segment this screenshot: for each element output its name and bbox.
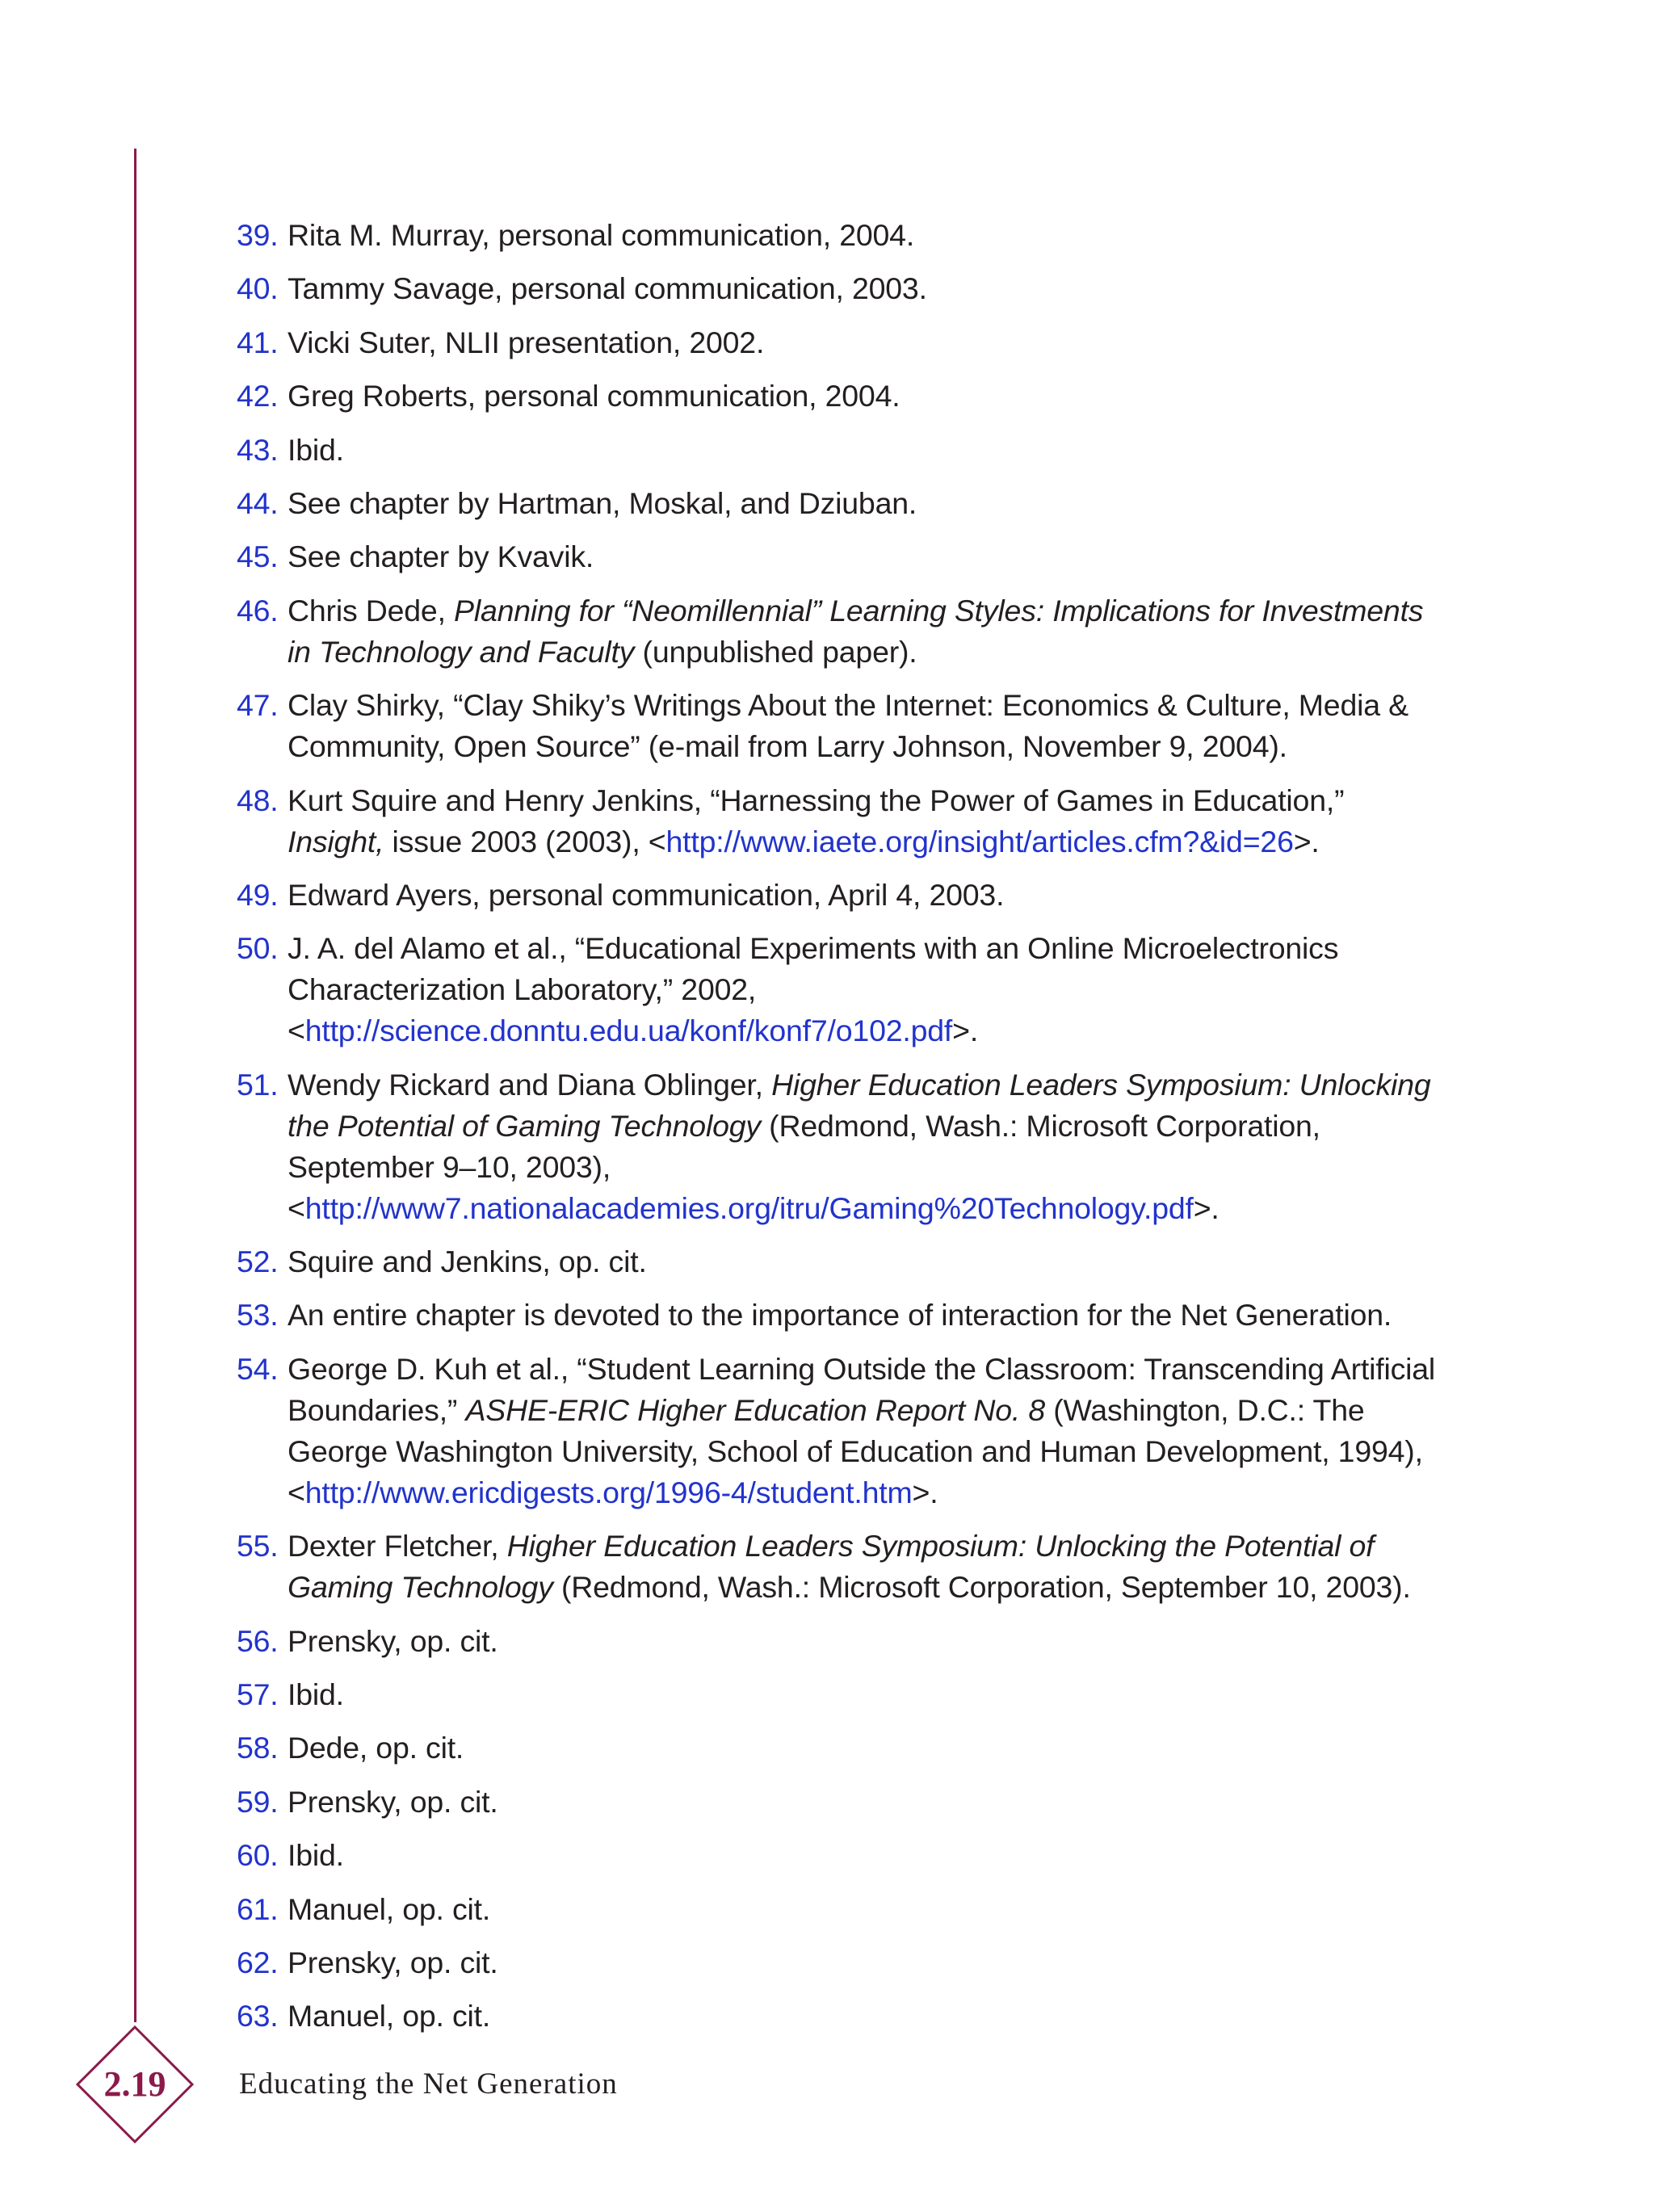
page-number: 2.19: [103, 2064, 166, 2104]
endnote-text-segment: Wendy Rickard and Diana Oblinger,: [288, 1067, 772, 1102]
endnote-text-segment: Ibid.: [288, 432, 344, 467]
endnote-item: [237, 1942, 1440, 1983]
endnote-item: [237, 268, 1440, 309]
endnote-text-segment: Kurt Squire and Henry Jenkins, “Harnessing the Power of Games in Education,”: [288, 783, 1345, 817]
endnote-item: [237, 1727, 1440, 1769]
endnote-item: [237, 875, 1440, 916]
endnote-text-segment: (Redmond, Wash.: Microsoft Corporation, September 9–10, 2003), <: [288, 1108, 1320, 1225]
endnote-italic-title: ASHE-ERIC Higher Education Report No. 8: [465, 1392, 1045, 1427]
endnote-text-segment: Tammy Savage, personal communication, 2003.: [288, 271, 927, 306]
endnote-item: [237, 376, 1440, 417]
endnote-italic-title: Higher Education Leaders Symposium: Unlocking the Potential of Gaming Technology: [288, 1529, 1375, 1605]
endnote-number: 44.: [237, 485, 279, 520]
endnote-number: 45.: [237, 539, 279, 574]
endnote-text: [288, 218, 914, 252]
endnote-item: [237, 928, 1440, 1051]
endnote-text-segment: Chris Dede,: [288, 593, 455, 628]
endnote-url-link[interactable]: http://science.donntu.edu.ua/konf/konf7/o102.pdf: [304, 1014, 953, 1048]
endnote-number: 58.: [237, 1731, 279, 1765]
endnote-text-segment: (unpublished paper).: [634, 634, 917, 669]
endnote-item: [237, 1295, 1440, 1336]
endnote-number: 55.: [237, 1529, 279, 1564]
endnote-item: [237, 1889, 1440, 1930]
endnote-number: 46.: [237, 593, 279, 628]
endnote-number: 52.: [237, 1245, 279, 1279]
endnote-item: [237, 1526, 1440, 1608]
endnote-item: [237, 1621, 1440, 1662]
endnote-text: [288, 486, 917, 520]
endnote-text-segment: Prensky, op. cit.: [288, 1784, 498, 1819]
endnote-italic-title: Insight,: [288, 824, 384, 858]
endnote-text: [288, 539, 594, 573]
endnote-text: [288, 1352, 1435, 1509]
endnote-text-segment: See chapter by Kvavik.: [288, 539, 594, 574]
endnote-number: 56.: [237, 1623, 279, 1658]
endnote-number: 54.: [237, 1351, 279, 1386]
endnote-item: [237, 685, 1440, 767]
endnote-text-segment: Prensky, op. cit.: [288, 1945, 498, 1979]
endnote-text-segment: Rita M. Murray, personal communication, 2004.: [288, 218, 915, 252]
endnote-text-segment: Greg Roberts, personal communication, 2004.: [288, 379, 900, 413]
endnote-item: [237, 215, 1440, 256]
endnote-text: [288, 594, 1423, 669]
endnote-text-segment: Vicki Suter, NLII presentation, 2002.: [288, 325, 765, 359]
endnote-item: [237, 780, 1440, 863]
endnote-text-segment: Prensky, op. cit.: [288, 1623, 498, 1658]
endnote-text-segment: (Washington, D.C.: The George Washington University, School of Education and Human Development, 1994), <: [288, 1392, 1423, 1509]
endnote-url-link[interactable]: http://www.ericdigests.org/1996-4/student.htm: [304, 1475, 913, 1509]
endnote-text: [288, 1298, 1392, 1332]
endnote-text: [288, 1068, 1431, 1225]
endnote-number: 39.: [237, 218, 279, 252]
endnote-item: [237, 1835, 1440, 1876]
endnote-number: 60.: [237, 1838, 279, 1873]
endnote-text-segment: Dede, op. cit.: [288, 1731, 464, 1765]
endnote-text-segment: >.: [952, 1014, 979, 1048]
endnote-item: [237, 590, 1440, 673]
endnote-item: [237, 536, 1440, 577]
endnote-text: [288, 271, 927, 305]
endnote-text: [288, 688, 1408, 763]
endnote-text-segment: Manuel, op. cit.: [288, 1999, 491, 2034]
endnote-number: 41.: [237, 325, 279, 359]
endnote-text-segment: An entire chapter is devoted to the importance of interaction for the Net Generation.: [288, 1298, 1392, 1333]
endnote-number: 48.: [237, 783, 279, 817]
endnote-text-segment: George D. Kuh et al., “Student Learning Outside the Classroom: Transcending Artificial Boundaries,”: [288, 1351, 1436, 1427]
endnote-text-segment: See chapter by Hartman, Moskal, and Dziuban.: [288, 485, 917, 520]
endnote-text: [288, 1785, 498, 1819]
endnote-italic-title: Higher Education Leaders Symposium: Unlocking the Potential of Gaming Technology: [288, 1067, 1431, 1143]
endnote-url-link[interactable]: http://www.iaete.org/insight/articles.cfm?&id=26: [665, 824, 1294, 858]
endnote-number: 53.: [237, 1298, 279, 1333]
endnote-number: 43.: [237, 432, 279, 467]
endnote-number: 50.: [237, 931, 279, 966]
endnote-text-segment: >.: [912, 1475, 938, 1509]
endnote-text-segment: Manuel, op. cit.: [288, 1891, 491, 1926]
endnote-text: [288, 433, 344, 467]
endnote-item: [237, 430, 1440, 471]
footer-book-title: Educating the Net Generation: [239, 2067, 618, 2101]
endnote-text: [288, 783, 1344, 858]
endnote-text: [288, 379, 900, 413]
endnote-number: 40.: [237, 271, 279, 306]
endnote-item: [237, 483, 1440, 524]
endnote-number: 62.: [237, 1945, 279, 1979]
endnote-text: [288, 1731, 464, 1765]
endnote-text-segment: (Redmond, Wash.: Microsoft Corporation, September 10, 2003).: [552, 1570, 1411, 1605]
endnote-item: [237, 1241, 1440, 1282]
endnote-text: [288, 1624, 498, 1658]
endnote-text-segment: >.: [1193, 1190, 1220, 1225]
endnote-item: [237, 1349, 1440, 1513]
endnote-text-segment: issue 2003 (2003), <: [384, 824, 666, 858]
endnote-text: [288, 931, 1338, 1047]
endnote-text: [288, 1892, 490, 1926]
endnotes-list: [237, 215, 1440, 2050]
endnote-number: 49.: [237, 877, 279, 912]
endnote-item: [237, 1996, 1440, 2037]
endnote-text-segment: Ibid.: [288, 1677, 344, 1712]
endnote-number: 51.: [237, 1067, 279, 1102]
margin-rule: [134, 149, 136, 2022]
endnote-text-segment: >.: [1293, 824, 1320, 858]
endnote-item: [237, 322, 1440, 363]
endnote-text: [288, 1999, 490, 2033]
endnote-number: 61.: [237, 1891, 279, 1926]
endnote-text-segment: Ibid.: [288, 1838, 344, 1873]
endnote-item: [237, 1674, 1440, 1715]
endnote-text: [288, 1245, 647, 1278]
endnote-number: 57.: [237, 1677, 279, 1712]
endnote-item: [237, 1064, 1440, 1229]
endnote-url-link[interactable]: http://www7.nationalacademies.org/itru/Gaming%20Technology.pdf: [304, 1190, 1194, 1225]
endnote-italic-title: Planning for “Neomillennial” Learning Styles: Implications for Investments in Technology and Faculty: [288, 593, 1424, 669]
endnote-text: [288, 325, 764, 359]
endnote-text: [288, 1677, 344, 1711]
endnote-text-segment: Dexter Fletcher,: [288, 1529, 507, 1564]
endnote-text-segment: Edward Ayers, personal communication, April 4, 2003.: [288, 877, 1005, 912]
endnote-item: [237, 1782, 1440, 1823]
endnote-text-segment: Squire and Jenkins, op. cit.: [288, 1245, 647, 1279]
endnote-number: 47.: [237, 688, 279, 723]
endnote-number: 63.: [237, 1999, 279, 2034]
endnote-text-segment: Clay Shirky, “Clay Shiky’s Writings About the Internet: Economics & Culture, Media & Community, Open Source” (e-mail from Larry Johnson, November 9, 2004).: [288, 688, 1408, 764]
endnote-number: 59.: [237, 1784, 279, 1819]
endnote-number: 42.: [237, 379, 279, 413]
endnote-text: [288, 1529, 1411, 1604]
endnote-text: [288, 1945, 498, 1979]
endnote-text: [288, 1838, 344, 1872]
endnote-text: [288, 878, 1004, 912]
endnote-text-segment: J. A. del Alamo et al., “Educational Experiments with an Online Microelectronics Characterization Laboratory,” 2002, <: [288, 931, 1339, 1048]
